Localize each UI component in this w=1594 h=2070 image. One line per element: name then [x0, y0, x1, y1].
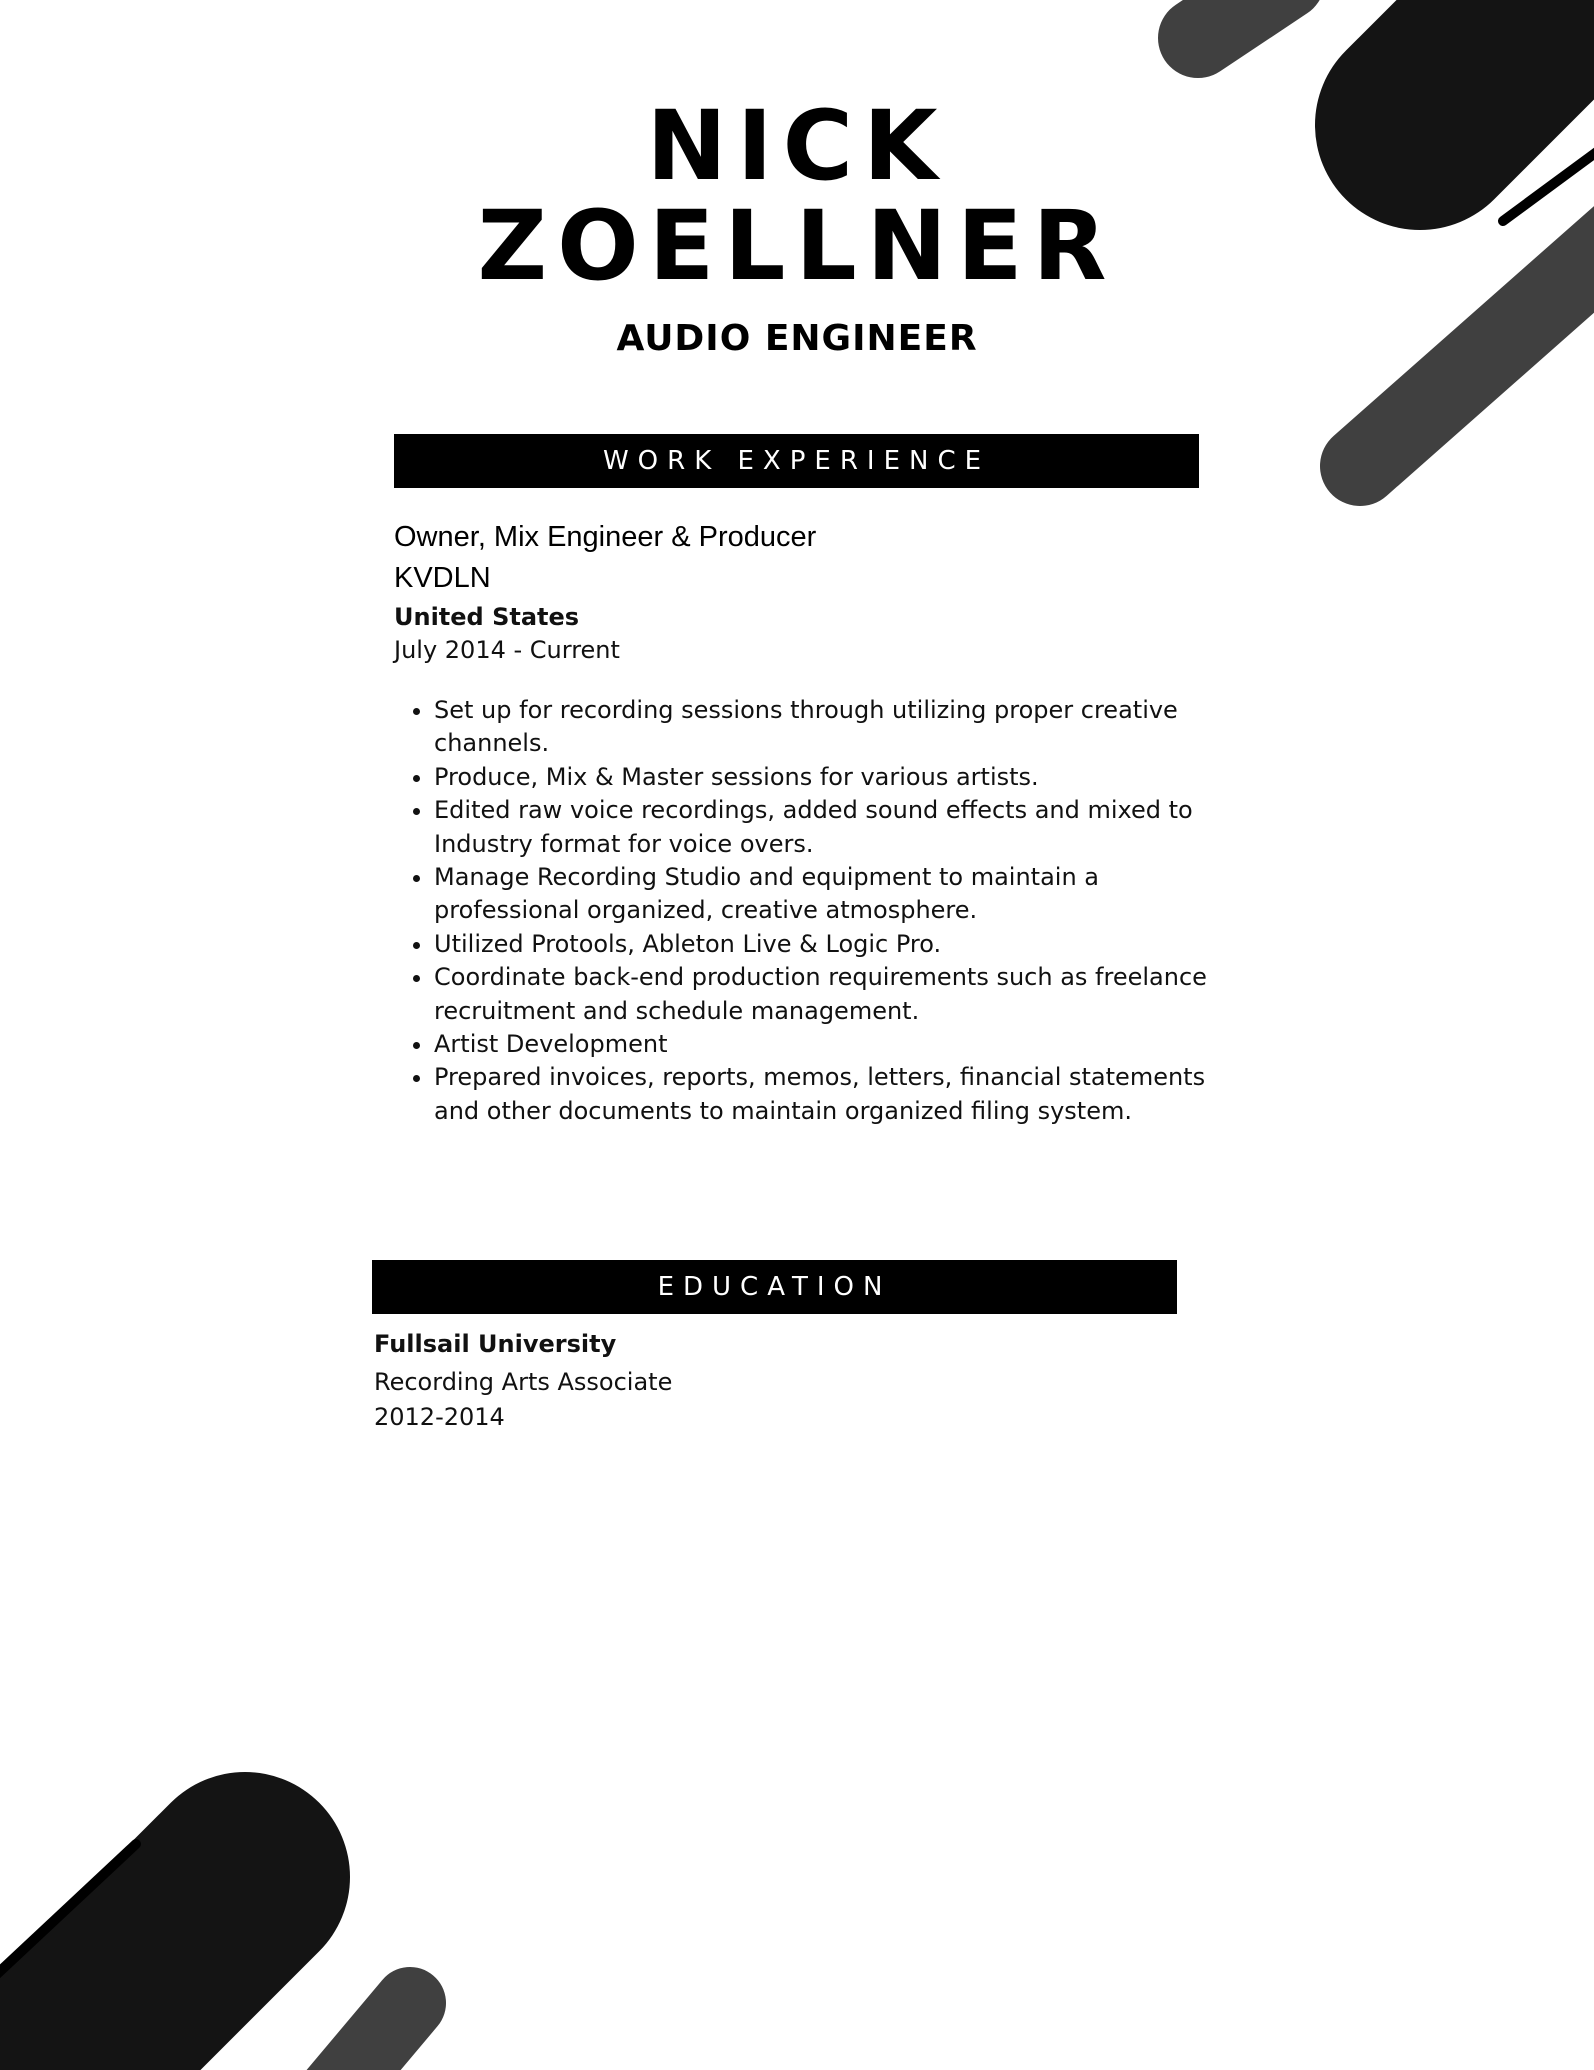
education-entry — [374, 1326, 1194, 1434]
top-gray-pill — [1198, 0, 1285, 38]
name-last: ZOELLNER — [477, 190, 1117, 302]
list-item: • Edited raw voice recordings, added sound effects and mixed to Industry format for voice overs. — [434, 794, 1234, 861]
name-first: NICK — [646, 90, 948, 202]
bottom-left-shapes — [0, 1844, 410, 2070]
education-years: 2012-2014 — [374, 1403, 505, 1431]
job-responsibilities-list — [394, 694, 1234, 1128]
list-item: • Artist Development — [434, 1028, 1234, 1061]
list-item: • Set up for recording sessions through utilizing proper creative channels. — [434, 694, 1234, 761]
list-item: • Produce, Mix & Master sessions for various artists. — [434, 761, 1234, 794]
education-heading: EDUCATION — [372, 1260, 1177, 1314]
job-company: KVDLN — [394, 562, 491, 594]
list-item: • Manage Recording Studio and equipment to maintain a professional organized, creative atmosphere. — [434, 861, 1234, 928]
list-item: • Utilized Protools, Ableton Live & Logic Pro. — [434, 928, 1234, 961]
bottom-gray-pill — [320, 2003, 410, 2070]
work-experience-heading: WORK EXPERIENCE — [394, 434, 1199, 488]
work-experience-entry — [394, 516, 1234, 1128]
bottom-thin-stripe — [0, 1844, 136, 1990]
job-location: United States — [394, 603, 580, 631]
list-item: • Prepared invoices, reports, memos, letters, financial statements and other documents to maintain organized filing system. — [434, 1061, 1234, 1128]
job-title: AUDIO ENGINEER — [616, 318, 978, 359]
bottom-black-pill — [0, 1877, 245, 2070]
degree: Recording Arts Associate — [374, 1368, 673, 1396]
job-role: Owner, Mix Engineer & Producer — [394, 521, 817, 553]
school-name: Fullsail University — [374, 1330, 617, 1358]
job-dates: July 2014 - Current — [394, 636, 620, 664]
list-item: • Coordinate back-end production requirements such as freelance recruitment and schedule management. — [434, 961, 1234, 1028]
